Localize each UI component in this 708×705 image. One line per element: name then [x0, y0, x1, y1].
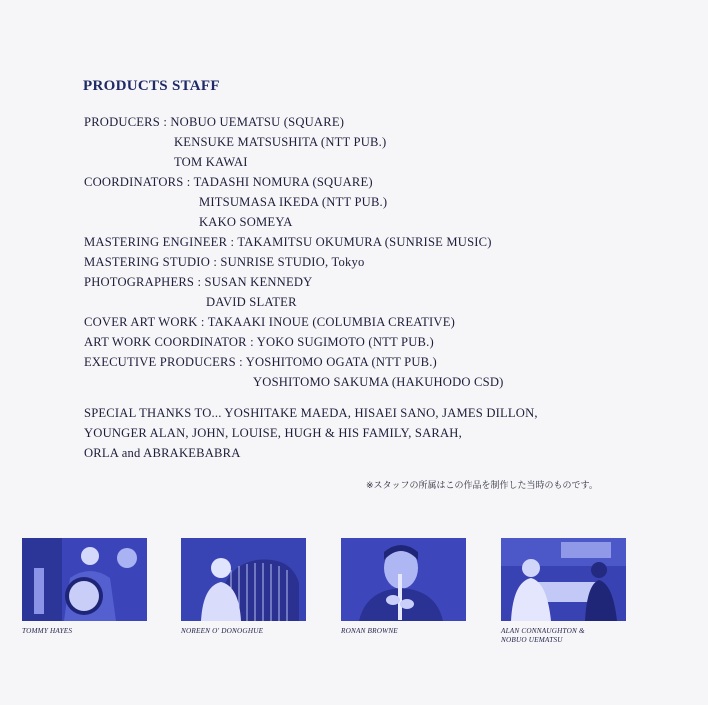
- photo-caption: ALAN CONNAUGHTON & NOBUO UEMATSU: [501, 627, 585, 644]
- page-title: PRODUCTS STAFF: [83, 78, 220, 94]
- photo-tommy-hayes: [22, 538, 147, 621]
- credit-line: TOM KAWAI: [174, 155, 248, 169]
- credit-line: KENSUKE MATSUSHITA (NTT PUB.): [174, 135, 387, 149]
- special-thanks-line: YOUNGER ALAN, JOHN, LOUISE, HUGH & HIS FAMILY, SARAH,: [84, 426, 462, 440]
- photo-noreen-odonoghue: [181, 538, 306, 621]
- photo-ronan-browne: [341, 538, 466, 621]
- affiliation-note: ※スタッフの所属はこの作品を制作した当時のものです。: [366, 481, 598, 491]
- special-thanks-line: SPECIAL THANKS TO... YOSHITAKE MAEDA, HISAEI SANO, JAMES DILLON,: [84, 406, 538, 420]
- photo-caption: NOREEN O' DONOGHUE: [181, 627, 264, 635]
- credit-line: PHOTOGRAPHERS : SUSAN KENNEDY: [84, 275, 313, 289]
- special-thanks-line: ORLA and ABRAKEBABRA: [84, 446, 241, 460]
- credit-line: YOSHITOMO SAKUMA (HAKUHODO CSD): [253, 375, 504, 389]
- credit-line: COORDINATORS : TADASHI NOMURA (SQUARE): [84, 175, 373, 189]
- photo-caption: TOMMY HAYES: [22, 627, 73, 635]
- credit-line: PRODUCERS : NOBUO UEMATSU (SQUARE): [84, 115, 345, 129]
- credit-line: MASTERING ENGINEER : TAKAMITSU OKUMURA (SUNRISE MUSIC): [84, 235, 492, 249]
- credit-line: MASTERING STUDIO : SUNRISE STUDIO, Tokyo: [84, 255, 365, 269]
- photo-alan-connaughton-nobuo-uematsu: [501, 538, 626, 621]
- photo-caption: RONAN BROWNE: [341, 627, 398, 635]
- credit-line: COVER ART WORK : TAKAAKI INOUE (COLUMBIA CREATIVE): [84, 315, 455, 329]
- credit-line: MITSUMASA IKEDA (NTT PUB.): [199, 195, 388, 209]
- credit-line: DAVID SLATER: [206, 295, 297, 309]
- credit-line: KAKO SOMEYA: [199, 215, 293, 229]
- credit-line: ART WORK COORDINATOR : YOKO SUGIMOTO (NTT PUB.): [84, 335, 434, 349]
- credit-line: EXECUTIVE PRODUCERS : YOSHITOMO OGATA (NTT PUB.): [84, 355, 437, 369]
